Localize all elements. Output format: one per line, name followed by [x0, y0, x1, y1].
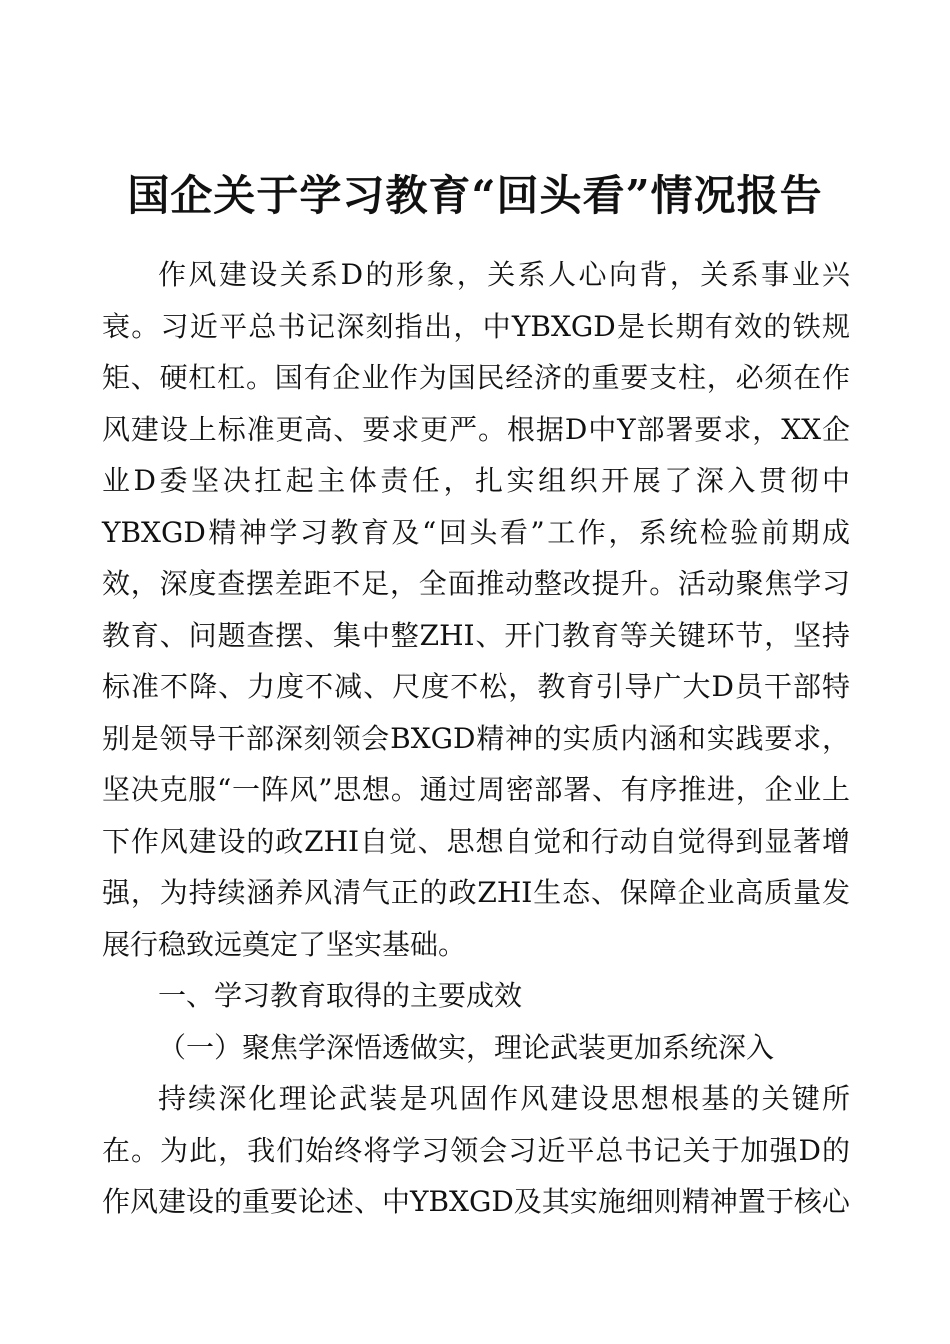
document-body — [102, 249, 850, 1228]
subsection-heading-1: （一）聚焦学深悟透做实，理论武装更加系统深入 — [158, 1030, 775, 1064]
paragraph-intro: 作风建设关系D的形象，关系人心向背，关系事业兴衰。习近平总书记深刻指出，中YBXGD是长期有效的铁规矩、硬杠杠。国有企业作为国民经济的重要支柱，必须在作风建设上标准更高、要求更严。根据D中Y部署要求，XX企业D委坚决扛起主体责任，扎实组织开展了深入贯彻中YBXGD精神学习教育及“回头看”工作，系统检验前期成效，深度查摆差距不足，全面推动整改提升。活动聚焦学习教育、问题查摆、集中整ZHI、开门教育等关键环节，坚持标准不降、力度不减、尺度不松，教育引导广大D员干部特别是领导干部深刻领会BXGD精神的实质内涵和实践要求，坚决克服“一阵风”思想。通过周密部署、有序推进，企业上下作风建设的政ZHI自觉、思想自觉和行动自觉得到显著增强，为持续涵养风清气正的政ZHI生态、保障企业高质量发展行稳致远奠定了坚实基础。 — [102, 258, 850, 961]
document-title: 国企关于学习教育“回头看”情况报告 — [127, 171, 823, 220]
section-heading-1: 一、学习教育取得的主要成效 — [158, 979, 523, 1012]
paragraph-theory: 持续深化理论武装是巩固作风建设思想根基的关键所在。为此，我们始终将学习领会习近平总书记关于加强D的作风建设的重要论述、中YBXGD及其实施细则精神置于核心 — [102, 1082, 850, 1218]
